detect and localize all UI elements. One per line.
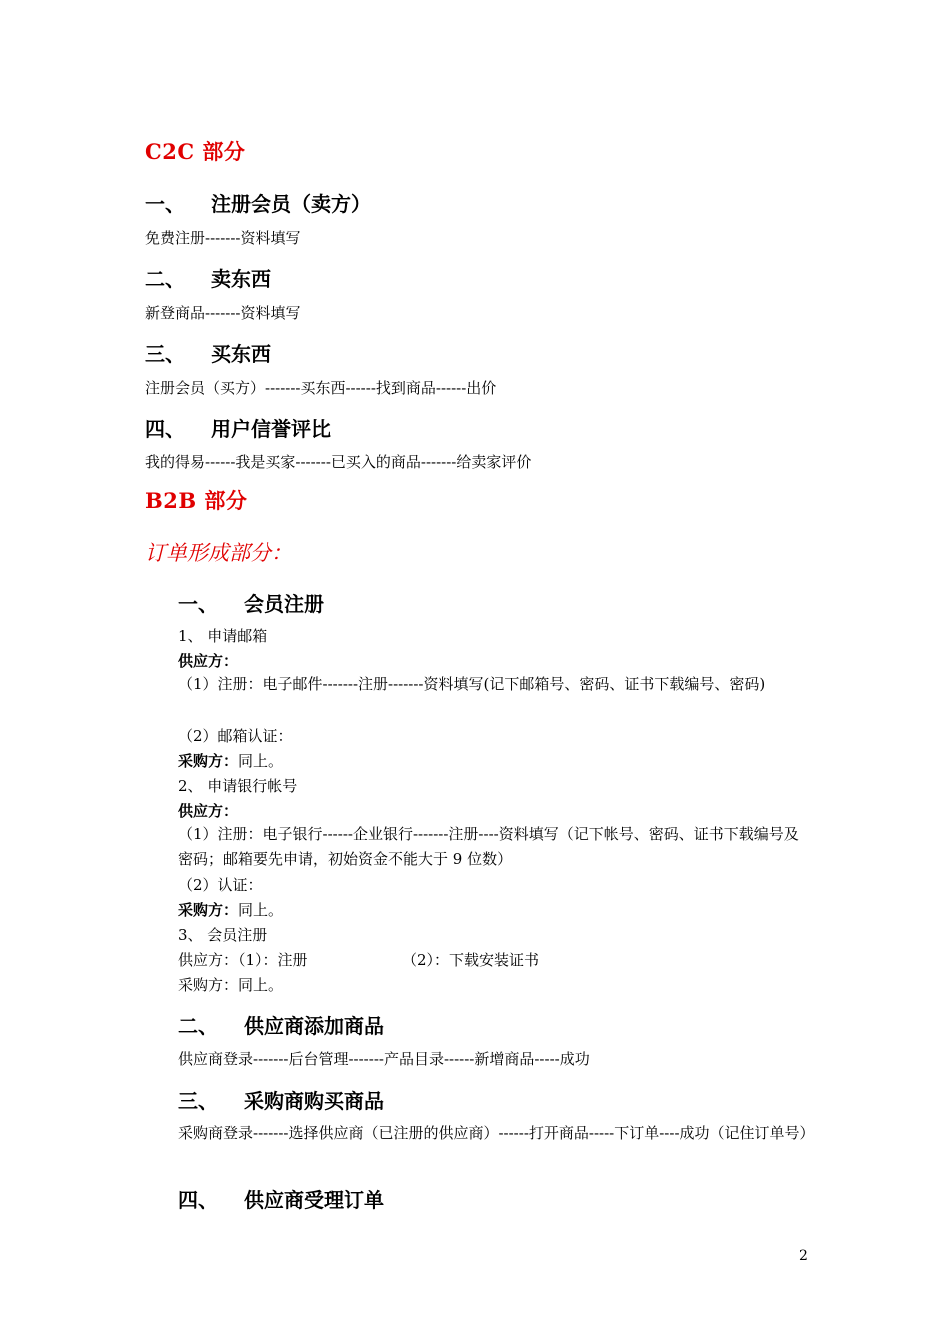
- section-heading: 供应商受理订单: [244, 1188, 384, 1212]
- section-heading: 用户信誉评比: [211, 417, 331, 441]
- section-number: 四、: [145, 417, 185, 441]
- buyer-label: 采购方：: [178, 752, 239, 770]
- c2c-text-4: 我的得易------我是买家-------已买入的商品-------给卖家评价: [145, 453, 532, 471]
- item-2-supplier-label: 供应方：: [178, 802, 239, 820]
- buyer-text: 同上。: [238, 752, 284, 770]
- c2c-heading-1: [145, 188, 371, 217]
- section-heading: 供应商添加商品: [244, 1014, 384, 1038]
- b2b-text-3: 采购商登录-------选择供应商（已注册的供应商）------打开商品-----下订单----成功（记住订单号）: [178, 1124, 815, 1142]
- item-2-step-1: （1）注册：电子银行------企业银行-------注册----资料填写（记下帐号、密码、证书下载编号及密码；邮箱要先申请，初始资金不能大于 9 位数）: [178, 825, 799, 868]
- item-2-buyer: [178, 899, 283, 920]
- item-1-title: 1、 申请邮箱: [178, 627, 268, 645]
- section-heading: 注册会员（卖方）: [211, 192, 371, 216]
- item-1-step-2: （2）邮箱认证：: [178, 727, 293, 745]
- c2c-heading-4: [145, 413, 331, 442]
- c2c-heading-2: [145, 263, 271, 292]
- b2b-subtitle: 订单形成部分：: [145, 541, 292, 565]
- item-1-buyer: [178, 750, 283, 771]
- section-number: 二、: [145, 267, 185, 291]
- c2c-heading-3: [145, 338, 271, 367]
- item-1-supplier-label: 供应方：: [178, 652, 239, 670]
- c2c-text-3: 注册会员（买方）-------买东西------找到商品------出价: [145, 379, 497, 397]
- item-3-title: 3、 会员注册: [178, 926, 268, 944]
- page-number: 2: [799, 1248, 808, 1264]
- b2b-title: B2B 部分: [145, 488, 248, 513]
- item-2-title: 2、 申请银行帐号: [178, 777, 298, 795]
- item-3-supplier-b: （2）：下载安装证书: [402, 951, 540, 969]
- section-heading: 卖东西: [211, 267, 271, 291]
- section-heading: 采购商购买商品: [244, 1089, 384, 1113]
- c2c-text-1: 免费注册-------资料填写: [145, 229, 301, 247]
- b2b-heading-3: [178, 1085, 384, 1114]
- c2c-text-2: 新登商品-------资料填写: [145, 304, 301, 322]
- b2b-heading-2: [178, 1010, 384, 1039]
- item-3-supplier-a: 供应方：（1）：注册: [178, 951, 308, 969]
- buyer-label: 采购方：: [178, 901, 239, 919]
- b2b-heading-4: [178, 1184, 384, 1213]
- b2b-text-2: 供应商登录-------后台管理-------产品目录------新增商品-----成功: [178, 1050, 590, 1068]
- item-3-buyer: 采购方：同上。: [178, 976, 284, 994]
- section-number: 二、: [178, 1014, 218, 1038]
- section-heading: 会员注册: [244, 592, 324, 616]
- section-heading: 买东西: [211, 342, 271, 366]
- section-number: 三、: [178, 1089, 218, 1113]
- item-2-step-2: （2）认证：: [178, 876, 263, 894]
- buyer-text: 同上。: [238, 901, 284, 919]
- section-number: 一、: [178, 592, 218, 616]
- c2c-title: C2C 部分: [145, 139, 246, 164]
- section-number: 四、: [178, 1188, 218, 1212]
- section-number: 三、: [145, 342, 185, 366]
- b2b-heading-1: [178, 588, 324, 617]
- item-1-step-1: （1）注册：电子邮件-------注册-------资料填写(记下邮箱号、密码、证书下载编号、密码): [178, 675, 766, 693]
- section-number: 一、: [145, 192, 185, 216]
